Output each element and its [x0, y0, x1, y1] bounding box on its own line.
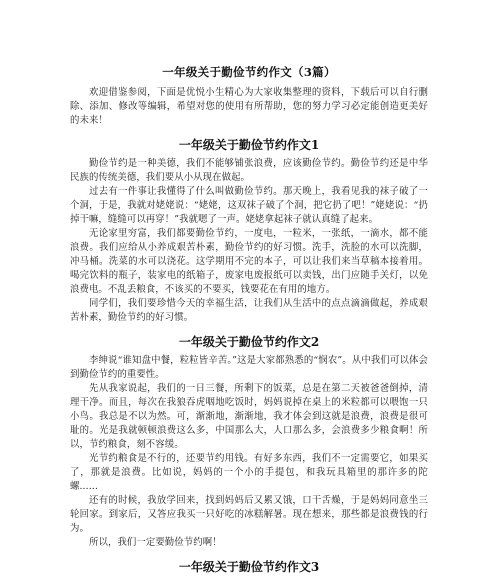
document-title: 一年级关于勤俭节约作文（3篇） [162, 65, 336, 79]
section-2-paragraph: 还有的时候，我放学回来，找到妈妈后又累又饿，口干舌燥，于是妈妈同意坐三轮回家。到家后，又答应我买一只好吃的冰糕解暑。现在想来，那些都是浪费钱的行为。 [70, 495, 428, 534]
document-body [70, 64, 428, 579]
section-3-heading: 一年级关于勤俭节约作文3 [178, 560, 320, 574]
section-2-heading: 一年级关于勤俭节约作文2 [178, 335, 320, 349]
section-2-paragraph: 李绅说“谁知盘中餐，粒粒皆辛苦。”这是大家都熟悉的“悯农”。从中我们可以体会到勤俭节约的重要性。 [70, 355, 428, 380]
section-2-paragraph: 光节约粮食是不行的，还要节约用钱。有好多东西，我们不一定需要它，如果买了，那就是浪费。比如说，妈妈的一个小的手提包，和我玩具箱里的那许多的陀螺...... [70, 453, 428, 492]
section-2-paragraph: 所以，我们一定要勤俭节约啊！ [89, 537, 222, 548]
section-1-paragraph: 同学们，我们要珍惜今天的幸福生活，让我们从生活中的点点滴滴做起，养成艰苦朴素，勤俭节约的好习惯。 [70, 298, 428, 323]
intro-paragraph: 欢迎借鉴参阅，下面是优悦小生精心为大家收集整理的资料，下载后可以自行删除、添加、修改等编辑，希望对您的使用有所帮助，您的努力学习必定能创造更美好的未来！ [70, 87, 428, 126]
section-1-heading: 一年级关于勤俭节约作文1 [178, 138, 320, 152]
section-1-paragraph: 勤俭节约是一种美德，我们不能够铺张浪费，应该勤俭节约。勤俭节约还是中华民族的传统美德，我们要从小从现在做起。 [70, 158, 428, 183]
section-2-paragraph: 先从我家说起，我们的一日三餐，所剩下的饭菜，总是在第二天被爸爸倒掉，清理干净。而且，每次在我狼吞虎咽地吃饭时，妈妈说掉在桌上的米粒都可以喂饱一只小鸟。我总是不以为然。可，渐渐地，渐渐地，我才体会到这就是浪费，浪费是很可耻的。光是我就顿顿浪费这么多，中国那么大，人口那么多，会浪费多少粮食啊！所以，节约粮食，刻不容缓。 [70, 383, 428, 450]
section-1-paragraph: 无论家里穷富，我们都要勤俭节约，一度电，一粒米，一张纸，一滴水，都不能浪费。我们应给从小养成艰苦朴素，勤俭节约的好习惯。洗手，洗脸的水可以洗脚，冲马桶。洗菜的水可以浇花。这学期用不完的本子，可以让我们来当草稿本接着用。喝完饮料的瓶子，装家电的纸箱子，废家电废报纸可以卖钱，出门应随手关灯，以免浪费电。不乱丢粮食，不该买的不要买，钱要花在有用的地方。 [70, 228, 428, 295]
section-1-paragraph: 过去有一件事让我懂得了什么叫做勤俭节约。那天晚上，我看见我的袜子破了一个洞，于是，我就对姥姥说：“姥姥，这双袜子破了个洞，把它扔了吧！”姥姥说：“扔掉干嘛，缝缝可以再穿！”我就嗯了一声。姥姥拿起袜子就认真缝了起来。 [70, 186, 428, 225]
